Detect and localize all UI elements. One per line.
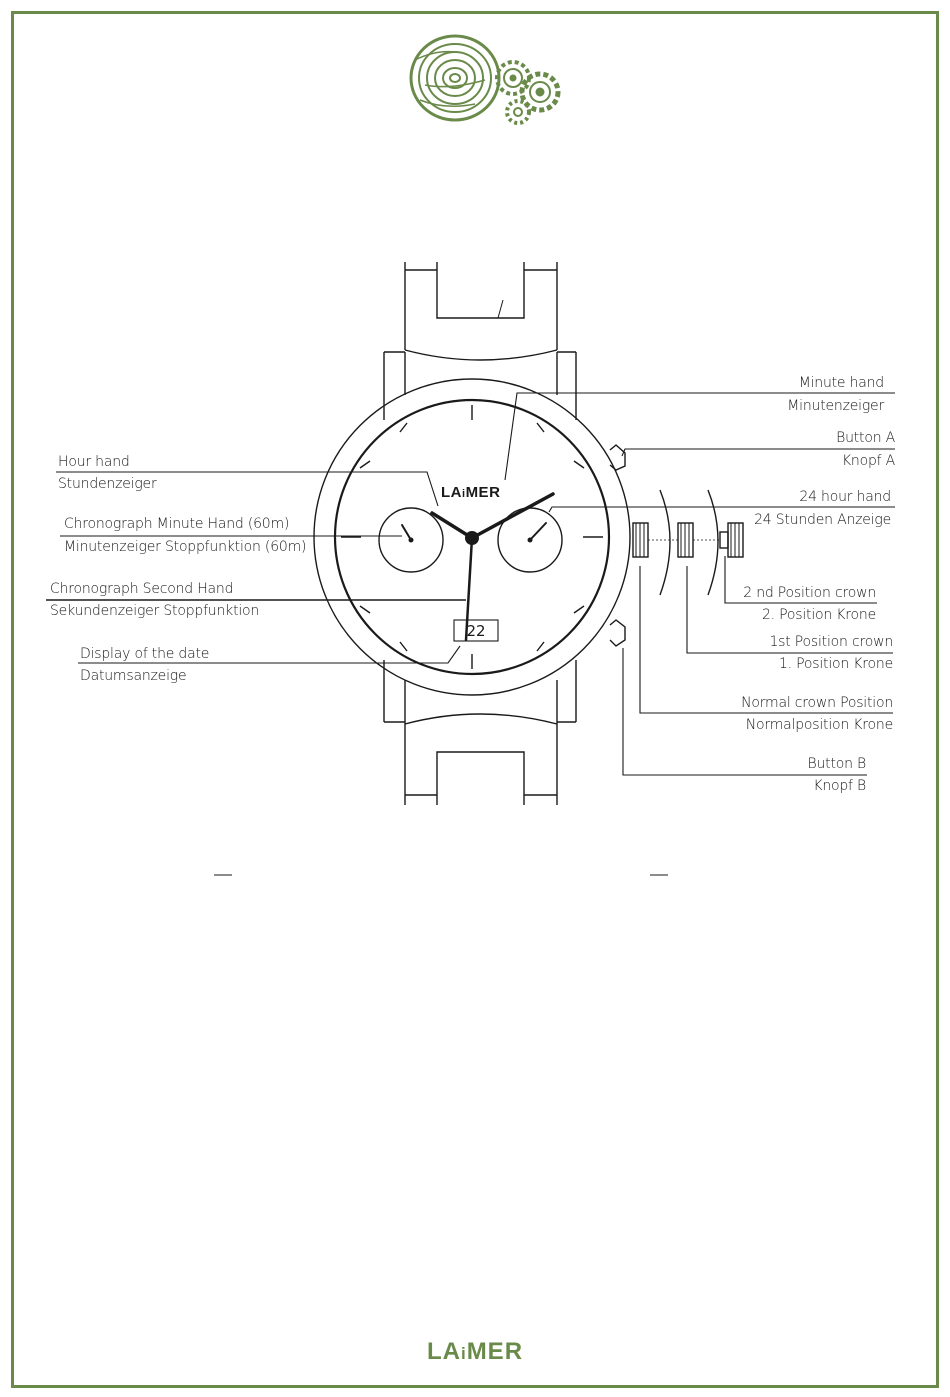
dial-logo: LAiMER bbox=[441, 484, 501, 501]
chrono-second-label-de: Sekundenzeiger Stoppfunktion bbox=[50, 603, 260, 619]
brand-logo: LAiMER bbox=[426, 1338, 524, 1365]
hour-hand-label-en: Hour hand bbox=[58, 454, 130, 470]
button-b-label-en: Button B bbox=[807, 756, 866, 772]
button-a-label-de: Knopf A bbox=[841, 453, 895, 469]
hour24-label-en: 24 hour hand bbox=[799, 489, 891, 505]
normal-crown-label-de: Normalposition Krone bbox=[745, 717, 893, 733]
hour-hand-label-de: Stundenzeiger bbox=[58, 476, 157, 492]
date-label-de: Datumsanzeige bbox=[80, 668, 187, 684]
pos2-label-en: 2 nd Position crown bbox=[743, 585, 876, 601]
date-value: 22 bbox=[466, 622, 486, 640]
button-a-label-en: Button A bbox=[836, 430, 895, 446]
date-label-en: Display of the date bbox=[80, 646, 210, 662]
minute-hand-label-en: Minute hand bbox=[798, 375, 884, 391]
hour24-label-de: 24 Stunden Anzeige bbox=[754, 512, 891, 528]
chrono-minute-label-de: Minutenzeiger Stoppfunktion (60m) bbox=[64, 539, 307, 555]
chrono-minute-label-en: Chronograph Minute Hand (60m) bbox=[64, 516, 290, 532]
pos2-label-de: 2. Position Krone bbox=[761, 607, 876, 623]
normal-crown-label-en: Normal crown Position bbox=[741, 695, 893, 711]
pos1-label-de: 1. Position Krone bbox=[778, 656, 893, 672]
pos1-label-en: 1st Position crown bbox=[769, 634, 893, 650]
chrono-second-label-en: Chronograph Second Hand bbox=[50, 581, 234, 597]
button-b-label-de: Knopf B bbox=[813, 778, 866, 794]
minute-hand-label-de: Minutenzeiger bbox=[787, 398, 884, 414]
